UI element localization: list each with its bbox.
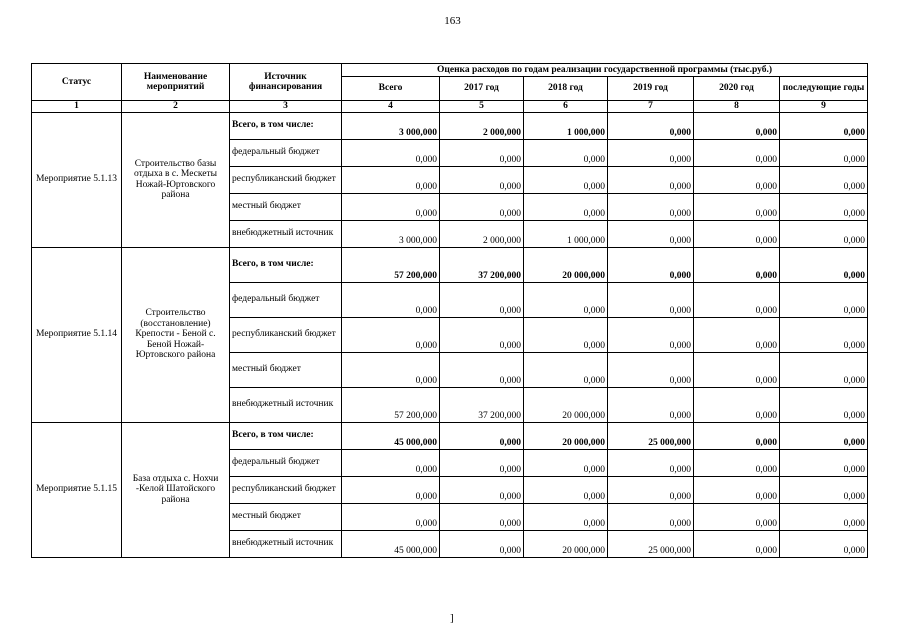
amount-cell: 1 000,000 bbox=[524, 112, 608, 139]
amount-cell: 0,000 bbox=[342, 449, 440, 476]
column-number: 3 bbox=[230, 101, 342, 113]
event-name: Строительство базы отдыха в с. Мескеты Ножай-Юртовского района bbox=[122, 112, 230, 247]
event-name: База отдыха с. Нохчи -Келой Шатойского района bbox=[122, 422, 230, 557]
amount-cell: 0,000 bbox=[342, 139, 440, 166]
header-year-total: Всего bbox=[342, 77, 440, 101]
header-status: Статус bbox=[32, 64, 122, 101]
amount-cell: 0,000 bbox=[440, 139, 524, 166]
event-status: Мероприятие 5.1.13 bbox=[32, 112, 122, 247]
budget-table bbox=[31, 63, 868, 558]
amount-cell: 0,000 bbox=[608, 220, 694, 247]
amount-cell: 0,000 bbox=[524, 352, 608, 387]
footer-mark: ] bbox=[450, 612, 454, 624]
source-total-label: Всего, в том числе: bbox=[230, 247, 342, 282]
amount-cell: 0,000 bbox=[342, 352, 440, 387]
amount-cell: 0,000 bbox=[694, 387, 780, 422]
source-label: федеральный бюджет bbox=[230, 139, 342, 166]
amount-cell: 3 000,000 bbox=[342, 112, 440, 139]
amount-cell: 57 200,000 bbox=[342, 247, 440, 282]
amount-cell: 0,000 bbox=[694, 422, 780, 449]
amount-cell: 2 000,000 bbox=[440, 220, 524, 247]
header-year-2019: 2019 год bbox=[608, 77, 694, 101]
event-status: Мероприятие 5.1.15 bbox=[32, 422, 122, 557]
amount-cell: 0,000 bbox=[694, 282, 780, 317]
amount-cell: 0,000 bbox=[780, 387, 868, 422]
amount-cell: 0,000 bbox=[694, 220, 780, 247]
source-label: республиканский бюджет bbox=[230, 317, 342, 352]
amount-cell: 0,000 bbox=[780, 476, 868, 503]
amount-cell: 0,000 bbox=[694, 352, 780, 387]
header-year-later: последующие годы bbox=[780, 77, 868, 101]
column-number: 4 bbox=[342, 101, 440, 113]
amount-cell: 37 200,000 bbox=[440, 247, 524, 282]
amount-cell: 0,000 bbox=[694, 193, 780, 220]
amount-cell: 0,000 bbox=[440, 193, 524, 220]
page-number: 163 bbox=[444, 15, 461, 27]
table-row bbox=[32, 112, 868, 139]
column-number-row bbox=[32, 101, 868, 113]
amount-cell: 0,000 bbox=[524, 193, 608, 220]
source-total-label: Всего, в том числе: bbox=[230, 112, 342, 139]
source-total-label: Всего, в том числе: bbox=[230, 422, 342, 449]
amount-cell: 0,000 bbox=[608, 166, 694, 193]
amount-cell: 0,000 bbox=[342, 193, 440, 220]
amount-cell: 20 000,000 bbox=[524, 387, 608, 422]
amount-cell: 0,000 bbox=[342, 282, 440, 317]
amount-cell: 0,000 bbox=[440, 530, 524, 557]
column-number: 2 bbox=[122, 101, 230, 113]
amount-cell: 3 000,000 bbox=[342, 220, 440, 247]
amount-cell: 0,000 bbox=[694, 247, 780, 282]
table-body bbox=[32, 112, 868, 557]
amount-cell: 0,000 bbox=[440, 352, 524, 387]
amount-cell: 0,000 bbox=[608, 317, 694, 352]
amount-cell: 0,000 bbox=[694, 530, 780, 557]
source-label: федеральный бюджет bbox=[230, 449, 342, 476]
amount-cell: 0,000 bbox=[608, 247, 694, 282]
amount-cell: 0,000 bbox=[780, 449, 868, 476]
event-name: Строительство (восстановление) Крепости - Беной с. Беной Ножай-Юртовского района bbox=[122, 247, 230, 422]
source-label: республиканский бюджет bbox=[230, 166, 342, 193]
event-status: Мероприятие 5.1.14 bbox=[32, 247, 122, 422]
column-number: 7 bbox=[608, 101, 694, 113]
amount-cell: 0,000 bbox=[440, 476, 524, 503]
amount-cell: 1 000,000 bbox=[524, 220, 608, 247]
amount-cell: 25 000,000 bbox=[608, 530, 694, 557]
amount-cell: 0,000 bbox=[440, 282, 524, 317]
amount-cell: 0,000 bbox=[780, 139, 868, 166]
source-label: республиканский бюджет bbox=[230, 476, 342, 503]
amount-cell: 0,000 bbox=[608, 387, 694, 422]
amount-cell: 0,000 bbox=[780, 220, 868, 247]
amount-cell: 20 000,000 bbox=[524, 422, 608, 449]
amount-cell: 0,000 bbox=[524, 503, 608, 530]
source-label: местный бюджет bbox=[230, 193, 342, 220]
source-label: внебюджетный источник bbox=[230, 220, 342, 247]
amount-cell: 0,000 bbox=[608, 352, 694, 387]
amount-cell: 0,000 bbox=[780, 422, 868, 449]
amount-cell: 0,000 bbox=[440, 166, 524, 193]
amount-cell: 0,000 bbox=[780, 282, 868, 317]
column-number: 1 bbox=[32, 101, 122, 113]
amount-cell: 0,000 bbox=[694, 317, 780, 352]
amount-cell: 25 000,000 bbox=[608, 422, 694, 449]
source-label: федеральный бюджет bbox=[230, 282, 342, 317]
amount-cell: 0,000 bbox=[524, 476, 608, 503]
amount-cell: 0,000 bbox=[440, 317, 524, 352]
amount-cell: 0,000 bbox=[780, 503, 868, 530]
amount-cell: 20 000,000 bbox=[524, 530, 608, 557]
column-number: 6 bbox=[524, 101, 608, 113]
amount-cell: 0,000 bbox=[342, 317, 440, 352]
column-number: 8 bbox=[694, 101, 780, 113]
header-event: Наименование мероприятий bbox=[122, 64, 230, 101]
amount-cell: 0,000 bbox=[694, 449, 780, 476]
header-year-2017: 2017 год bbox=[440, 77, 524, 101]
amount-cell: 0,000 bbox=[524, 317, 608, 352]
amount-cell: 0,000 bbox=[780, 530, 868, 557]
amount-cell: 0,000 bbox=[780, 112, 868, 139]
source-label: внебюджетный источник bbox=[230, 387, 342, 422]
amount-cell: 0,000 bbox=[608, 476, 694, 503]
amount-cell: 0,000 bbox=[608, 449, 694, 476]
amount-cell: 0,000 bbox=[780, 317, 868, 352]
header-estimate: Оценка расходов по годам реализации государственной программы (тыс.руб.) bbox=[342, 64, 868, 77]
amount-cell: 0,000 bbox=[440, 503, 524, 530]
source-label: местный бюджет bbox=[230, 352, 342, 387]
amount-cell: 0,000 bbox=[342, 166, 440, 193]
header-source: Источник финансирования bbox=[230, 64, 342, 101]
amount-cell: 0,000 bbox=[780, 193, 868, 220]
amount-cell: 0,000 bbox=[780, 247, 868, 282]
amount-cell: 0,000 bbox=[524, 449, 608, 476]
source-label: внебюджетный источник bbox=[230, 530, 342, 557]
amount-cell: 2 000,000 bbox=[440, 112, 524, 139]
amount-cell: 0,000 bbox=[608, 193, 694, 220]
amount-cell: 45 000,000 bbox=[342, 422, 440, 449]
amount-cell: 0,000 bbox=[694, 112, 780, 139]
amount-cell: 0,000 bbox=[694, 166, 780, 193]
amount-cell: 0,000 bbox=[780, 352, 868, 387]
amount-cell: 37 200,000 bbox=[440, 387, 524, 422]
table-row bbox=[32, 422, 868, 449]
amount-cell: 45 000,000 bbox=[342, 530, 440, 557]
amount-cell: 0,000 bbox=[694, 476, 780, 503]
amount-cell: 0,000 bbox=[524, 166, 608, 193]
column-number: 9 bbox=[780, 101, 868, 113]
amount-cell: 57 200,000 bbox=[342, 387, 440, 422]
amount-cell: 0,000 bbox=[608, 503, 694, 530]
amount-cell: 0,000 bbox=[694, 503, 780, 530]
table-row bbox=[32, 247, 868, 282]
amount-cell: 20 000,000 bbox=[524, 247, 608, 282]
amount-cell: 0,000 bbox=[694, 139, 780, 166]
amount-cell: 0,000 bbox=[608, 139, 694, 166]
amount-cell: 0,000 bbox=[524, 282, 608, 317]
amount-cell: 0,000 bbox=[524, 139, 608, 166]
column-number: 5 bbox=[440, 101, 524, 113]
amount-cell: 0,000 bbox=[780, 166, 868, 193]
amount-cell: 0,000 bbox=[440, 449, 524, 476]
source-label: местный бюджет bbox=[230, 503, 342, 530]
amount-cell: 0,000 bbox=[342, 503, 440, 530]
amount-cell: 0,000 bbox=[608, 112, 694, 139]
amount-cell: 0,000 bbox=[440, 422, 524, 449]
amount-cell: 0,000 bbox=[342, 476, 440, 503]
header-year-2020: 2020 год bbox=[694, 77, 780, 101]
amount-cell: 0,000 bbox=[608, 282, 694, 317]
header-year-2018: 2018 год bbox=[524, 77, 608, 101]
